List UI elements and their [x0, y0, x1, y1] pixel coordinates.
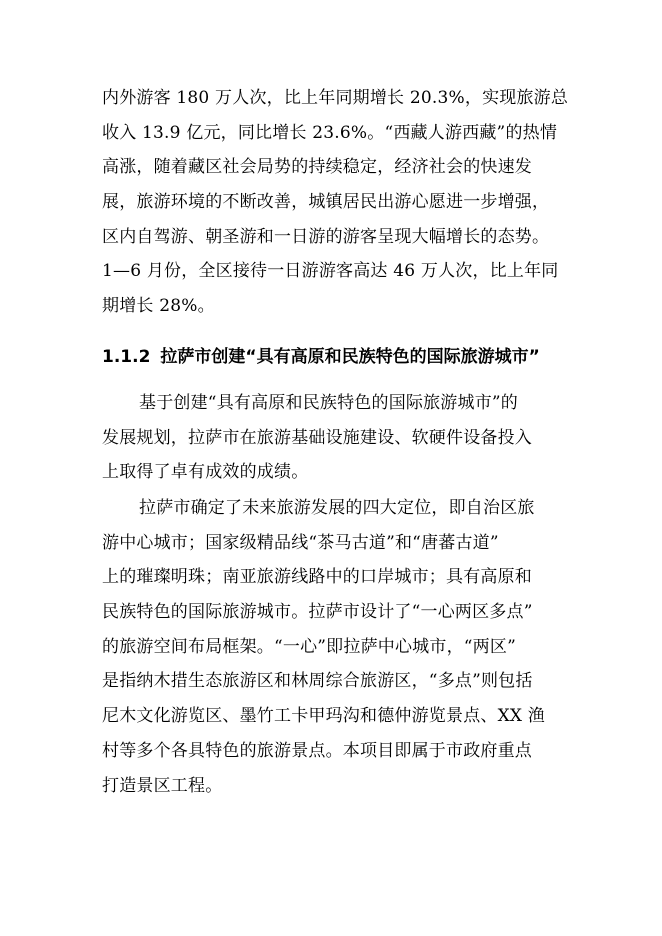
text-line: 拉萨市确定了未来旅游发展的四大定位，即自治区旅: [139, 498, 535, 518]
section-heading: [102, 340, 562, 374]
text-line: 高涨，随着藏区社会局势的持续稳定，经济社会的快速发: [102, 157, 532, 178]
section-title: 拉萨市创建“具有高原和民族特色的国际旅游城市”: [160, 347, 540, 367]
paragraph-tourism-statistics: [102, 81, 569, 324]
text-line: 民族特色的国际旅游城市。拉萨市设计了“一心两区多点”: [102, 602, 533, 623]
text-line: 内外游客 180 万人次，比上年同期增长 20.3%，实现旅游总: [102, 88, 569, 108]
paragraph-positioning: [102, 491, 562, 803]
paragraph-development-plan: [102, 386, 562, 490]
text-line: 打造景区工程。: [102, 775, 223, 796]
section-number: 1.1.2: [102, 347, 151, 367]
text-line: 发展规划，拉萨市在旅游基础设施建设、软硬件设备投入: [102, 427, 532, 448]
text-line: 是指纳木措生态旅游区和林周综合旅游区，“多点”则包括: [102, 671, 533, 692]
text-line: 村等多个各具特色的旅游景点。本项目即属于市政府重点: [102, 740, 532, 761]
text-line: 1—6 月份，全区接待一日游游客高达 46 万人次，比上年同: [102, 261, 559, 282]
text-line: 的旅游空间布局框架。“一心”即拉萨中心城市，“两区”: [102, 636, 516, 657]
text-line: 展，旅游环境的不断改善，城镇居民出游心愿进一步增强，: [102, 192, 550, 213]
text-line: 游中心城市；国家级精品线“茶马古道”和“唐蕃古道”: [102, 532, 499, 553]
text-line: 收入 13.9 亿元，同比增长 23.6%。“西藏人游西藏”的热情: [102, 122, 558, 143]
text-line: 区内自驾游、朝圣游和一日游的游客呈现大幅增长的态势。: [102, 226, 550, 247]
text-line: 上取得了卓有成效的成绩。: [102, 462, 309, 483]
text-line: 期增长 28%。: [102, 296, 215, 317]
text-line: 尼木文化游览区、墨竹工卡甲玛沟和德仲游览景点、XX 渔: [102, 706, 546, 727]
text-line: 基于创建“具有高原和民族特色的国际旅游城市”的: [139, 393, 518, 413]
text-line: 上的璀璨明珠；南亚旅游线路中的口岸城市；具有高原和: [102, 567, 532, 588]
